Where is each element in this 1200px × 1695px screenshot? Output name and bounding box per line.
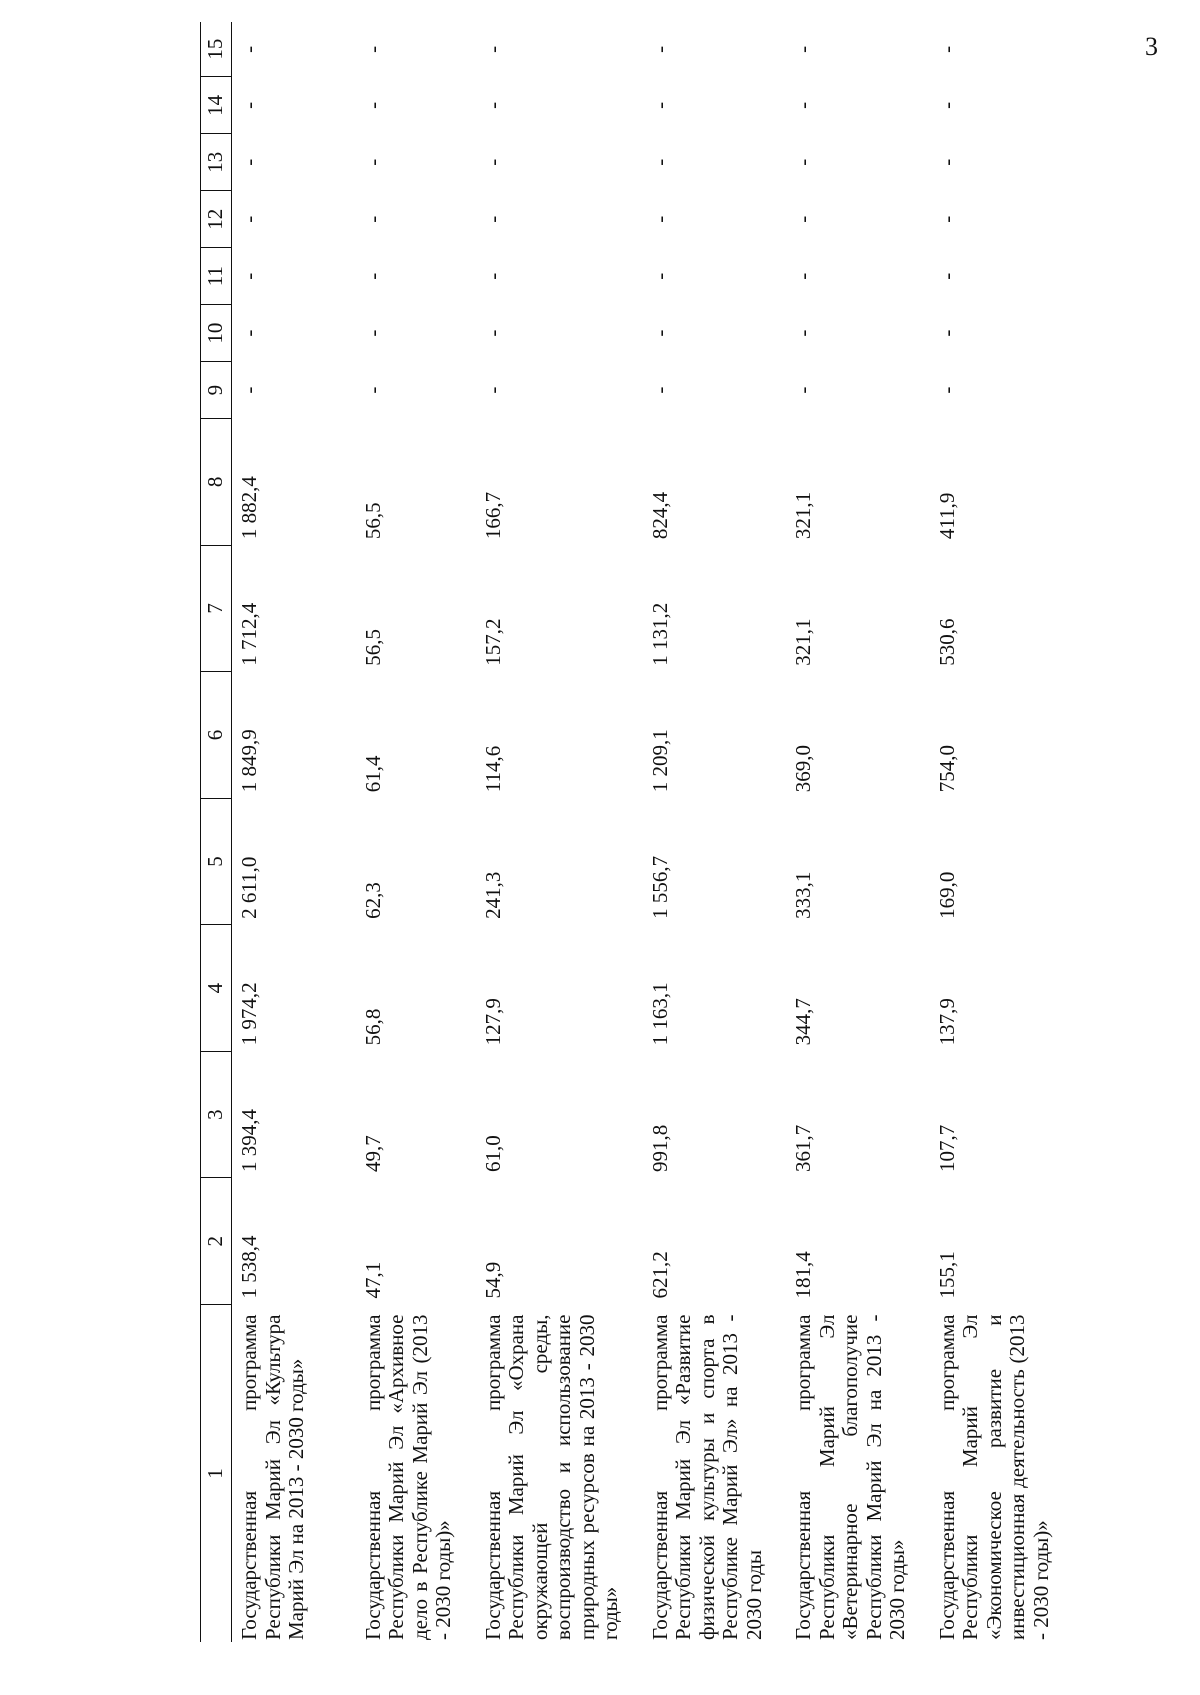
- column-header-13: 13: [201, 134, 232, 191]
- value-cell: 166,7: [480, 491, 505, 540]
- dash-cell: -: [237, 386, 261, 394]
- value-cell: 169,0: [934, 871, 959, 919]
- value-cell: 321,1: [791, 491, 816, 540]
- value-cell: 1 394,4: [237, 1108, 261, 1172]
- value-cell: 1 538,4: [237, 1235, 261, 1299]
- dash-cell: -: [647, 45, 672, 53]
- column-header-11: 11: [201, 248, 232, 305]
- dash-cell: -: [647, 329, 672, 337]
- program-name: Государственная программа Республики Марий Эл «Культура Марий Эл на 2013 - 2030 годы»: [237, 1314, 309, 1640]
- dash-cell: -: [480, 45, 505, 53]
- program-name: Государственная программа Республики Марий Эл «Экономическое развитие и инвестиционная деятельность (2013 - 2030 годы)»: [934, 1314, 1053, 1640]
- value-cell: 56,8: [360, 1008, 385, 1046]
- value-cell: 1 712,4: [237, 602, 261, 666]
- value-cell: 621,2: [647, 1251, 672, 1299]
- dash-cell: -: [647, 215, 672, 223]
- value-cell: 991,8: [647, 1124, 672, 1172]
- dash-cell: -: [934, 45, 959, 53]
- program-name: Государственная программа Республики Марий Эл «Охрана окружающей среды, воспроизводство и использование природных ресурсов на 2013 - 2030 годы»: [480, 1314, 623, 1640]
- dash-cell: -: [480, 386, 505, 394]
- program-funding-table: [200, 22, 1073, 1642]
- dash-cell: -: [647, 101, 672, 109]
- value-cell: 754,0: [934, 745, 959, 793]
- value-cell: 241,3: [480, 871, 505, 919]
- dash-cell: -: [480, 215, 505, 223]
- column-header-8: 8: [201, 419, 232, 546]
- value-cell: 155,1: [934, 1251, 959, 1299]
- dash-cell: -: [360, 386, 385, 394]
- dash-cell: -: [480, 101, 505, 109]
- value-cell: 181,4: [791, 1251, 816, 1299]
- value-cell: 344,7: [791, 998, 816, 1046]
- column-header-5: 5: [201, 798, 232, 925]
- value-cell: 321,1: [791, 618, 816, 666]
- value-cell: 137,9: [934, 998, 959, 1046]
- header-row: [201, 22, 232, 1642]
- value-cell: 530,6: [934, 618, 959, 666]
- page-number: 3: [1145, 32, 1158, 61]
- dash-cell: -: [237, 101, 261, 109]
- rotated-table-container: [200, 22, 1053, 1642]
- dash-cell: -: [791, 272, 816, 280]
- dash-cell: -: [647, 272, 672, 280]
- value-cell: 369,0: [791, 745, 816, 793]
- dash-cell: -: [647, 386, 672, 394]
- column-header-4: 4: [201, 925, 232, 1052]
- dash-cell: -: [360, 329, 385, 337]
- dash-cell: -: [934, 329, 959, 337]
- dash-cell: -: [791, 101, 816, 109]
- program-name: Государственная программа Республики Марий Эл «Развитие физической культуры и спорта в Республике Марий Эл» на 2013 - 2030 годы: [647, 1314, 766, 1640]
- column-header-15: 15: [201, 22, 232, 77]
- value-cell: 411,9: [934, 492, 959, 540]
- table-row: [476, 22, 643, 1642]
- dash-cell: -: [934, 158, 959, 166]
- column-header-1: 1: [201, 1305, 232, 1643]
- dash-cell: -: [237, 329, 261, 337]
- program-name: Государственная программа Республики Марий Эл «Архивное дело в Республике Марий Эл (2013 - 2030 годы)»: [360, 1314, 456, 1640]
- value-cell: 61,4: [360, 755, 385, 793]
- dash-cell: -: [934, 386, 959, 394]
- table-row: [930, 22, 1074, 1642]
- value-cell: 127,9: [480, 998, 505, 1046]
- value-cell: 824,4: [647, 491, 672, 540]
- value-cell: 114,6: [480, 745, 505, 793]
- value-cell: 47,1: [360, 1261, 385, 1299]
- dash-cell: -: [360, 215, 385, 223]
- value-cell: 56,5: [360, 502, 385, 540]
- column-header-6: 6: [201, 672, 232, 799]
- dash-cell: -: [934, 101, 959, 109]
- dash-cell: -: [647, 158, 672, 166]
- dash-cell: -: [360, 158, 385, 166]
- value-cell: 54,9: [480, 1261, 505, 1299]
- column-header-12: 12: [201, 191, 232, 248]
- dash-cell: -: [791, 215, 816, 223]
- table-row: [232, 22, 356, 1642]
- value-cell: 1 163,1: [647, 982, 672, 1046]
- column-header-2: 2: [201, 1178, 232, 1305]
- value-cell: 1 974,2: [237, 982, 261, 1046]
- dash-cell: -: [360, 45, 385, 53]
- value-cell: 1 556,7: [647, 855, 672, 919]
- table-row: [356, 22, 476, 1642]
- dash-cell: -: [791, 386, 816, 394]
- dash-cell: -: [934, 272, 959, 280]
- dash-cell: -: [791, 45, 816, 53]
- value-cell: 361,7: [791, 1124, 816, 1172]
- value-cell: 1 131,2: [647, 602, 672, 666]
- dash-cell: -: [480, 158, 505, 166]
- dash-cell: -: [237, 158, 261, 166]
- column-header-3: 3: [201, 1051, 232, 1178]
- table-row: [786, 22, 930, 1642]
- dash-cell: -: [237, 215, 261, 223]
- value-cell: 1 849,9: [237, 729, 261, 793]
- value-cell: 157,2: [480, 618, 505, 666]
- value-cell: 107,7: [934, 1124, 959, 1172]
- column-header-10: 10: [201, 305, 232, 362]
- value-cell: 2 611,0: [237, 856, 261, 919]
- dash-cell: -: [791, 158, 816, 166]
- dash-cell: -: [480, 329, 505, 337]
- dash-cell: -: [791, 329, 816, 337]
- value-cell: 62,3: [360, 882, 385, 919]
- dash-cell: -: [480, 272, 505, 280]
- dash-cell: -: [360, 101, 385, 109]
- column-header-7: 7: [201, 545, 232, 672]
- value-cell: 49,7: [360, 1135, 385, 1172]
- value-cell: 333,1: [791, 871, 816, 919]
- table-row: [643, 22, 787, 1642]
- value-cell: 56,5: [360, 628, 385, 666]
- value-cell: 1 209,1: [647, 729, 672, 793]
- column-header-14: 14: [201, 77, 232, 134]
- program-name: Государственная программа Республики Марий Эл «Ветеринарное благополучие Республики Марий Эл на 2013 - 2030 годы»: [791, 1314, 910, 1640]
- column-header-9: 9: [201, 362, 232, 419]
- dash-cell: -: [934, 215, 959, 223]
- dash-cell: -: [360, 272, 385, 280]
- value-cell: 1 882,4: [237, 476, 261, 540]
- value-cell: 61,0: [480, 1135, 505, 1172]
- dash-cell: -: [237, 45, 261, 53]
- dash-cell: -: [237, 272, 261, 280]
